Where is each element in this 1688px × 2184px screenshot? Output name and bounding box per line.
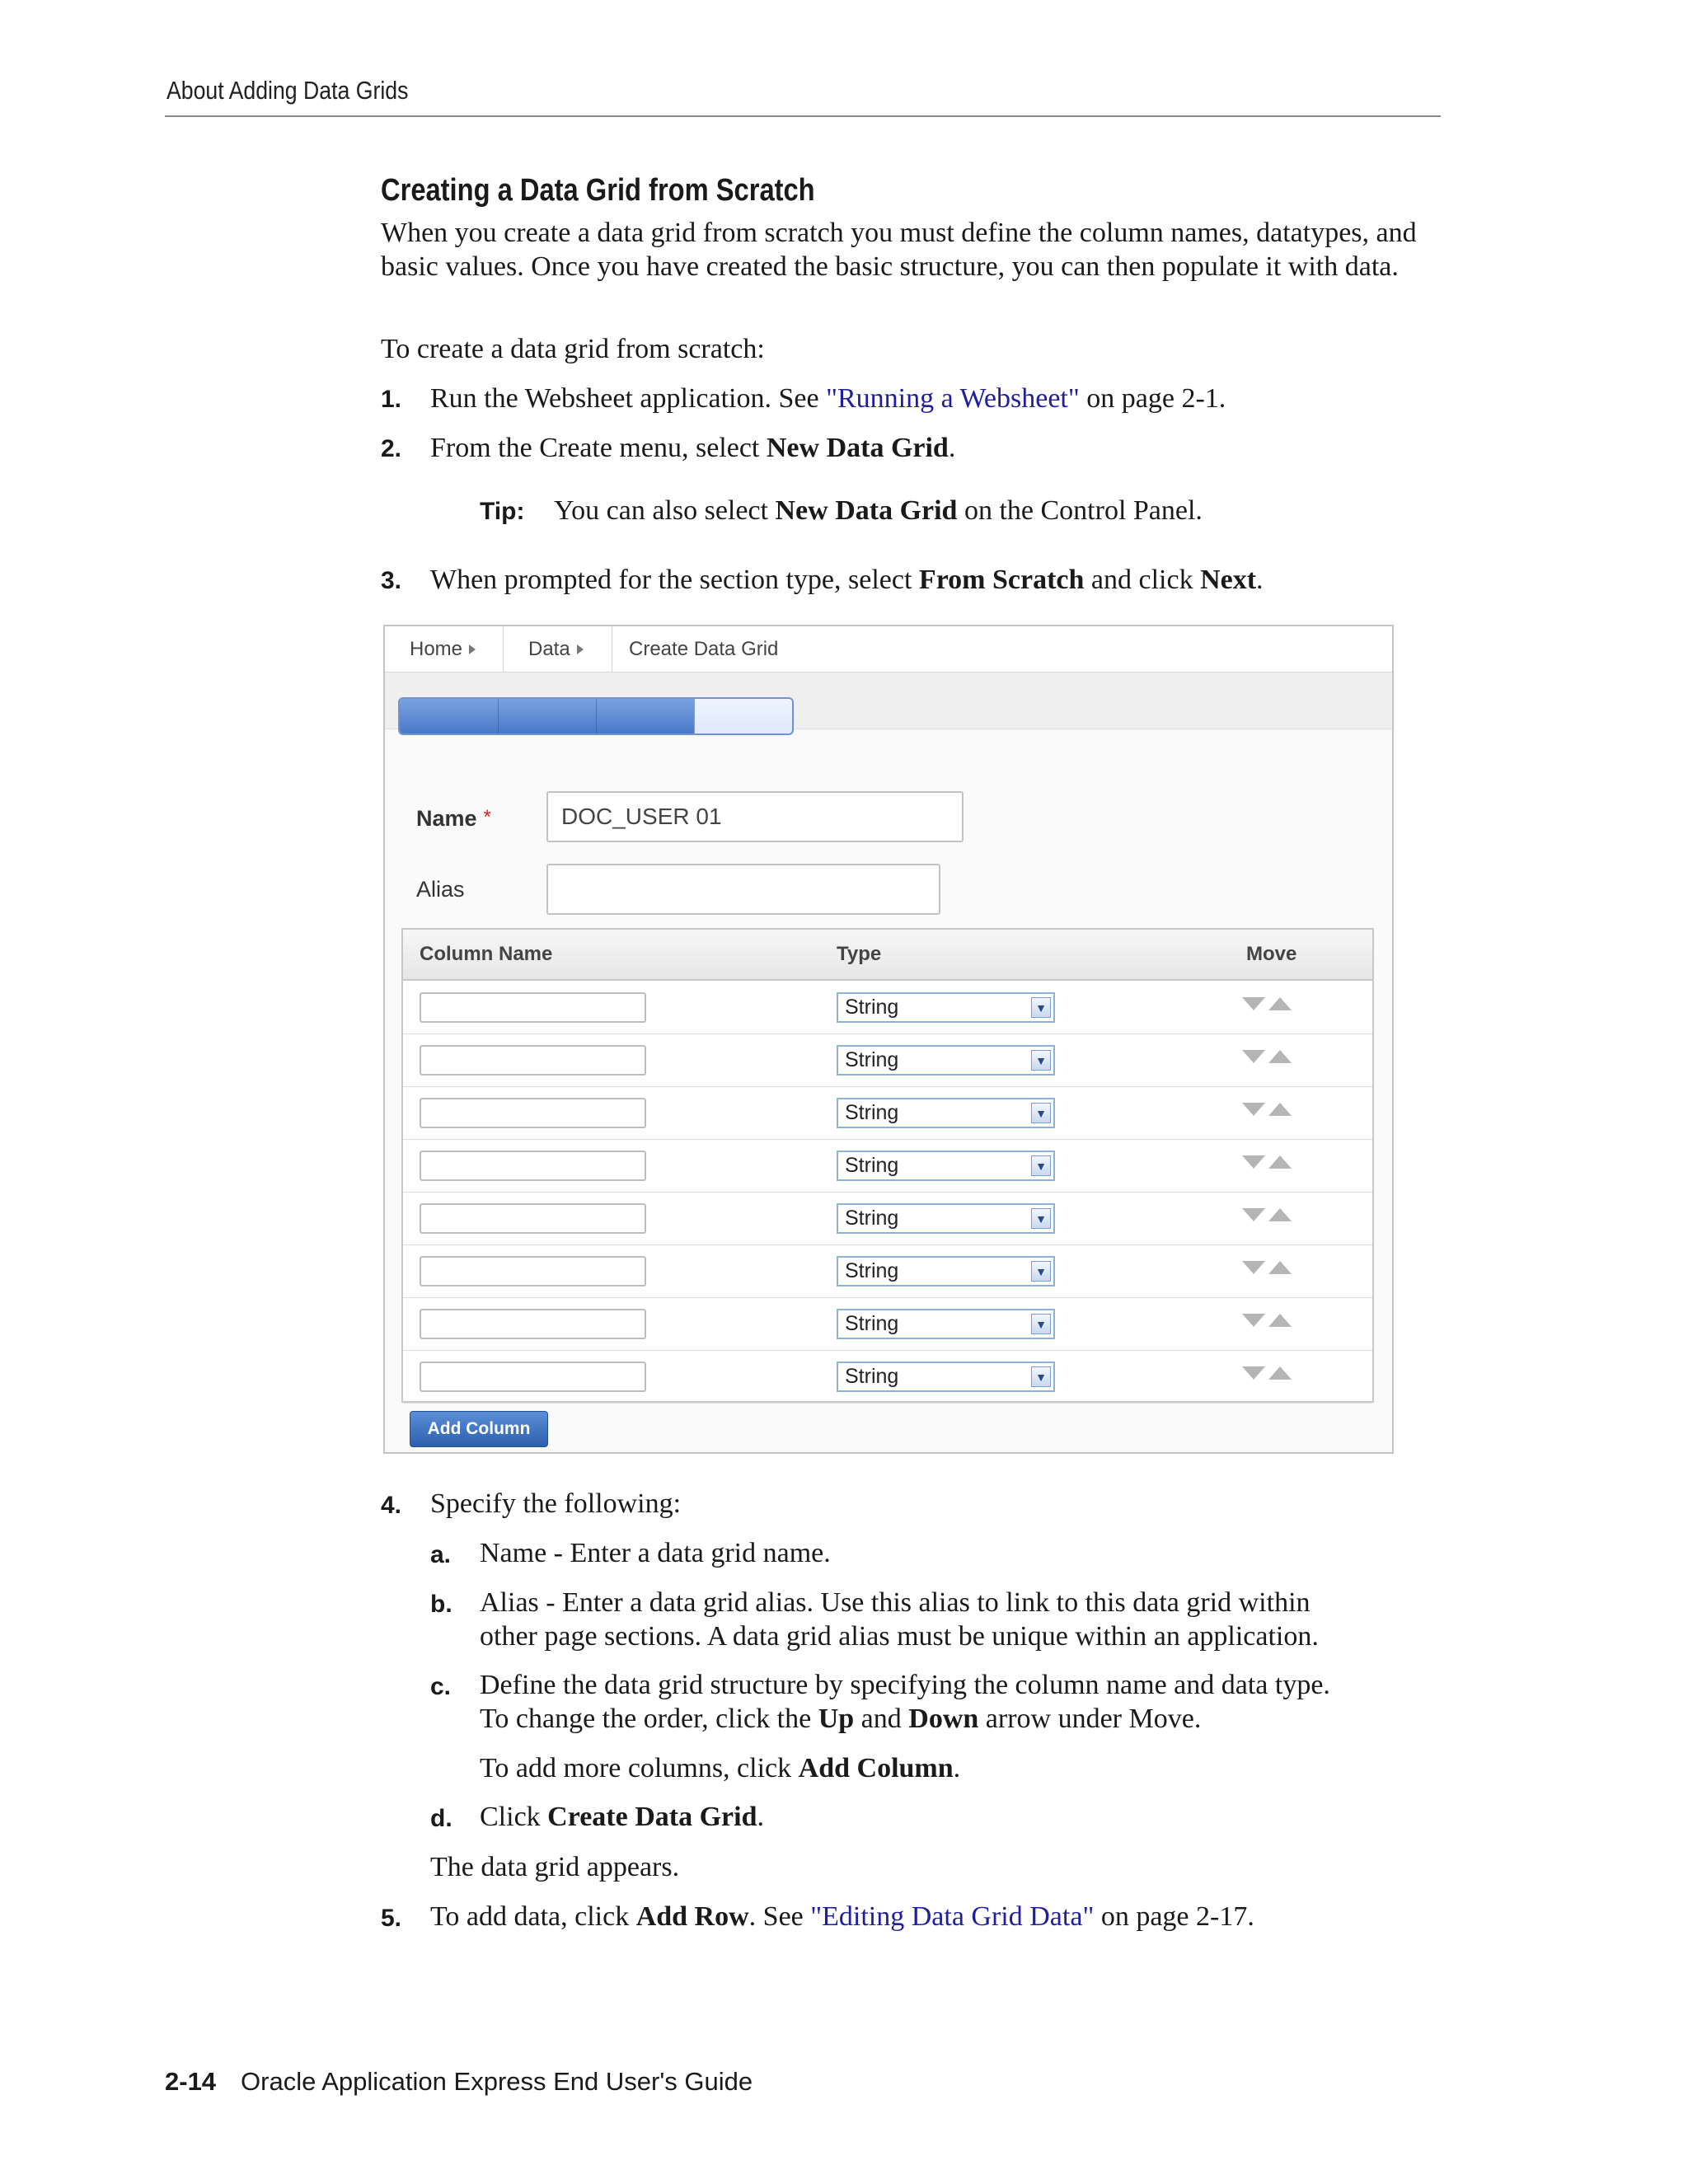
move-down-icon[interactable]: [1242, 1050, 1265, 1063]
alias-input[interactable]: [546, 864, 940, 915]
alias-label: Alias: [416, 877, 465, 902]
breadcrumb-home[interactable]: [385, 626, 504, 672]
page-footer: [165, 2067, 753, 2097]
move-controls: [1242, 1314, 1292, 1327]
tip-text: [554, 494, 1203, 527]
data-grid-appears: The data grid appears.: [430, 1852, 680, 1882]
wizard-progress-fill: [400, 699, 694, 733]
step-4b-line-1: Alias - Enter a data grid alias. Use this alias to link to this data grid within: [480, 1587, 1311, 1618]
column-name-input[interactable]: [420, 1045, 646, 1076]
step-2-text: [430, 431, 955, 465]
step-4d-text: [480, 1800, 764, 1834]
step-5-bold: Add Row: [635, 1901, 749, 1932]
type-select[interactable]: [837, 1256, 1055, 1286]
move-header: Move: [1246, 943, 1297, 965]
step-1-number: 1.: [381, 386, 402, 413]
move-up-icon[interactable]: [1268, 1155, 1292, 1169]
running-websheet-link[interactable]: "Running a Websheet": [826, 383, 1080, 414]
step-1-post: on page 2-1.: [1079, 383, 1226, 414]
progress-segment-divider: [596, 699, 597, 733]
step-4c-line-1: Define the data grid structure by specifying the column name and data type.: [480, 1670, 1330, 1700]
move-down-icon[interactable]: [1242, 1261, 1265, 1274]
name-label-text: Name: [416, 806, 477, 831]
move-up-icon[interactable]: [1268, 1314, 1292, 1327]
step-3-bold-2: Next: [1200, 565, 1257, 595]
move-down-icon[interactable]: [1242, 1155, 1265, 1169]
move-down-icon[interactable]: [1242, 1208, 1265, 1221]
move-up-icon[interactable]: [1268, 1261, 1292, 1274]
step-2-post: .: [948, 433, 956, 463]
chevron-down-icon: ▼: [1031, 1155, 1051, 1176]
table-row: [403, 1192, 1372, 1245]
step-5-number: 5.: [381, 1905, 402, 1932]
step-3-post: .: [1256, 565, 1264, 595]
step-4a-letter: a.: [430, 1541, 452, 1568]
breadcrumb-arrow-icon: [469, 644, 476, 654]
move-controls: [1242, 1366, 1292, 1380]
type-select-value: String: [845, 996, 899, 1019]
tip-post: on the Control Panel.: [957, 495, 1203, 526]
step-4b-line-2: other page sections. A data grid alias must be unique within an application.: [480, 1621, 1319, 1652]
breadcrumb: [385, 626, 1392, 673]
step-5-text: [430, 1900, 1254, 1933]
chevron-down-icon: ▼: [1031, 1261, 1051, 1282]
step-4d-post: .: [757, 1802, 764, 1832]
move-down-icon[interactable]: [1242, 997, 1265, 1010]
move-up-icon[interactable]: [1268, 1208, 1292, 1221]
step-4c-line-2-pre: To change the order, click the: [480, 1704, 818, 1734]
move-controls: [1242, 1155, 1292, 1169]
breadcrumb-data-label: Data: [528, 637, 570, 660]
type-select[interactable]: [837, 992, 1055, 1023]
move-controls: [1242, 1050, 1292, 1063]
step-4c-more-bold: Add Column: [798, 1753, 954, 1783]
tip-label: Tip:: [480, 498, 525, 525]
breadcrumb-current-label: Create Data Grid: [629, 637, 779, 660]
tip-bold: New Data Grid: [775, 495, 958, 526]
type-select[interactable]: [837, 1309, 1055, 1339]
step-4b-letter: b.: [430, 1591, 452, 1618]
column-definition-grid: [401, 928, 1374, 1403]
step-4d-letter: d.: [430, 1805, 452, 1832]
column-name-input[interactable]: [420, 1309, 646, 1339]
move-up-icon[interactable]: [1268, 1103, 1292, 1116]
table-row: [403, 1033, 1372, 1087]
table-row: [403, 1244, 1372, 1298]
column-name-input[interactable]: [420, 1256, 646, 1286]
progress-segment-divider: [694, 699, 695, 733]
step-5-mid: . See: [748, 1901, 811, 1932]
move-controls: [1242, 997, 1292, 1010]
step-4-number: 4.: [381, 1492, 402, 1519]
step-1-pre: Run the Websheet application. See: [430, 383, 827, 414]
column-name-input[interactable]: [420, 1361, 646, 1392]
page-number: 2-14: [165, 2067, 217, 2096]
type-select-value: String: [845, 1312, 899, 1335]
column-name-input[interactable]: [420, 1203, 646, 1234]
tip-pre: You can also select: [554, 495, 776, 526]
book-title: Oracle Application Express End User's Guide: [241, 2067, 753, 2096]
step-4c-line-2-post: arrow under Move.: [978, 1704, 1202, 1734]
step-4c-up: Up: [818, 1704, 855, 1734]
name-label: [416, 806, 491, 832]
type-select-value: String: [845, 1207, 899, 1230]
step-3-text: [430, 563, 1264, 597]
step-4c-line-2: [480, 1702, 1201, 1736]
step-4c-more-post: .: [953, 1753, 961, 1783]
create-data-grid-screenshot: [383, 625, 1394, 1454]
type-select[interactable]: [837, 1098, 1055, 1128]
type-select-value: String: [845, 1259, 899, 1282]
move-down-icon[interactable]: [1242, 1366, 1265, 1380]
move-controls: [1242, 1208, 1292, 1221]
step-5-pre: To add data, click: [430, 1901, 636, 1932]
required-marker: *: [483, 806, 491, 828]
type-select[interactable]: [837, 1203, 1055, 1234]
move-up-icon[interactable]: [1268, 1050, 1292, 1063]
type-select-value: String: [845, 1101, 899, 1124]
add-column-button[interactable]: Add Column: [410, 1411, 548, 1447]
step-4c-more: [480, 1751, 960, 1785]
chevron-down-icon: ▼: [1031, 1314, 1051, 1334]
table-row: [403, 1350, 1372, 1404]
type-select[interactable]: [837, 1361, 1055, 1392]
breadcrumb-data[interactable]: [504, 626, 612, 672]
type-select[interactable]: [837, 1045, 1055, 1076]
type-select[interactable]: [837, 1151, 1055, 1181]
chevron-down-icon: ▼: [1031, 1208, 1051, 1229]
step-4-text: Specify the following:: [430, 1488, 682, 1519]
table-row: [403, 1139, 1372, 1193]
step-1-text: [430, 382, 1226, 415]
step-4c-and: and: [854, 1704, 909, 1734]
type-header: Type: [837, 943, 882, 965]
step-5-post: on page 2-17.: [1094, 1901, 1254, 1932]
move-up-icon[interactable]: [1268, 1366, 1292, 1380]
move-up-icon[interactable]: [1268, 997, 1292, 1010]
wizard-progress-bar: [398, 697, 794, 735]
step-2-pre: From the Create menu, select: [430, 433, 767, 463]
move-controls: [1242, 1261, 1292, 1274]
header-rule: [165, 115, 1441, 117]
lead-in: To create a data grid from scratch:: [381, 334, 765, 364]
step-3-mid: and click: [1084, 565, 1201, 595]
chevron-down-icon: ▼: [1031, 1050, 1051, 1071]
move-down-icon[interactable]: [1242, 1314, 1265, 1327]
step-4c-more-pre: To add more columns, click: [480, 1753, 799, 1783]
type-select-value: String: [845, 1365, 899, 1388]
step-4c-down: Down: [908, 1704, 979, 1734]
table-row: [403, 981, 1372, 1034]
intro-paragraph: When you create a data grid from scratch you must define the column names, datatypes, and basic values. Once you have created the basic structure, you can then populate it with data.: [381, 218, 1417, 282]
step-2-number: 2.: [381, 435, 402, 462]
breadcrumb-current: [612, 626, 778, 672]
table-row: [403, 1297, 1372, 1351]
step-3-bold-1: From Scratch: [918, 565, 1085, 595]
type-select-value: String: [845, 1048, 899, 1071]
section-title: Creating a Data Grid from Scratch: [381, 173, 815, 208]
name-input[interactable]: DOC_USER 01: [546, 791, 964, 842]
step-4a-text: Name - Enter a data grid name.: [480, 1538, 831, 1568]
step-4d-bold: Create Data Grid: [547, 1802, 757, 1832]
chevron-down-icon: ▼: [1031, 1366, 1051, 1387]
chevron-down-icon: ▼: [1031, 997, 1051, 1018]
column-name-input[interactable]: [420, 1151, 646, 1181]
move-down-icon[interactable]: [1242, 1103, 1265, 1116]
running-header: About Adding Data Grids: [166, 76, 409, 105]
step-3-number: 3.: [381, 567, 402, 594]
chevron-down-icon: ▼: [1031, 1103, 1051, 1123]
table-row: [403, 1086, 1372, 1140]
breadcrumb-home-label: Home: [410, 637, 463, 660]
progress-segment-divider: [498, 699, 499, 733]
step-3-pre: When prompted for the section type, select: [430, 565, 919, 595]
step-4c-letter: c.: [430, 1673, 452, 1700]
column-name-header: Column Name: [420, 943, 553, 965]
column-name-input[interactable]: [420, 1098, 646, 1128]
type-select-value: String: [845, 1154, 899, 1177]
column-name-input[interactable]: [420, 992, 646, 1023]
editing-data-grid-data-link[interactable]: "Editing Data Grid Data": [810, 1901, 1095, 1932]
move-controls: [1242, 1103, 1292, 1116]
step-2-bold: New Data Grid: [766, 433, 949, 463]
grid-header: [403, 930, 1372, 981]
breadcrumb-arrow-icon: [577, 644, 584, 654]
step-4d-pre: Click: [480, 1802, 548, 1832]
